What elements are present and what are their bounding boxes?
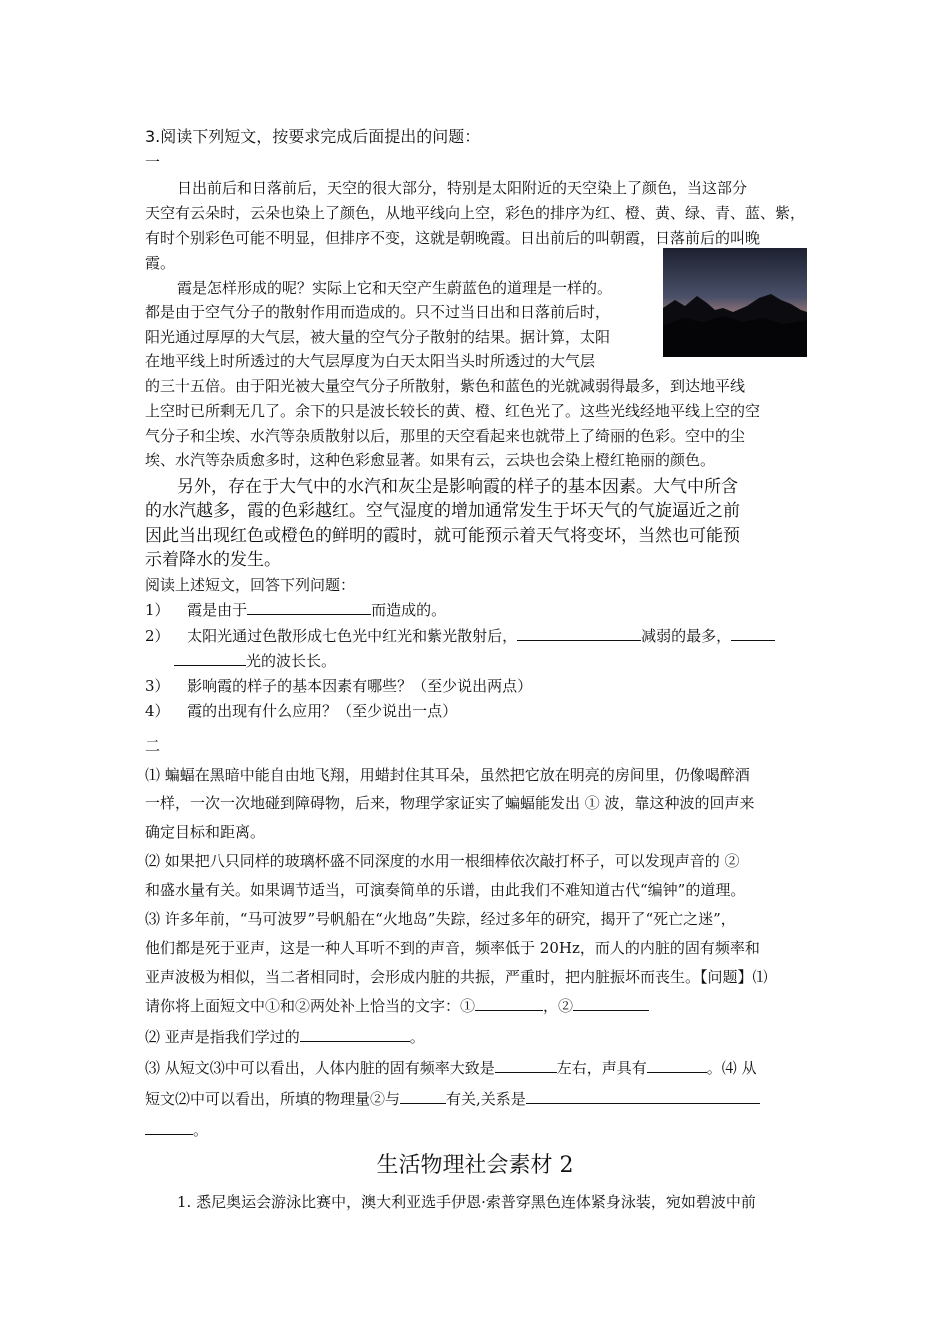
passage-line: 另外，存在于大气中的水汽和灰尘是影响霞的样子的基本因素。大气中所含 (177, 477, 738, 497)
fill-question-2 (145, 1027, 425, 1047)
passage-line: 他们都是死于亚声，这是一种人耳听不到的声音，频率低于 20Hz，而人的内脏的固有频率和 (145, 939, 760, 957)
question-text: 霞的出现有什么应用？（至少说出一点） (187, 702, 458, 720)
question-text: 而造成的。 (371, 601, 447, 619)
question-text: 太阳光通过色散形成七色光中红光和紫光散射后， (187, 627, 518, 645)
passage-line: 气分子和尘埃、水汽等杂质散射以后，那里的天空看起来也就带上了绮丽的色彩。空中的尘 (145, 427, 746, 445)
passage-line: 日出前后和日落前后，天空的很大部分，特别是太阳附近的天空染上了颜色，当这部分 (177, 179, 748, 197)
passage-line: ⑵ 如果把八只同样的玻璃杯盛不同深度的水用一根细棒依次敲打杯子，可以发现声音的 ② (145, 852, 740, 870)
passage-line: 的水汽越多，霞的色彩越红。空气湿度的增加通常发生于坏天气的气旋逼近之前 (145, 501, 740, 521)
question-text: 影响霞的样子的基本因素有哪些？（至少说出两点） (187, 677, 533, 695)
question-number: 1） (145, 601, 170, 619)
question-text: 请你将上面短文中①和②两处补上恰当的文字：① (145, 997, 476, 1015)
fill-question-4-continued (145, 1120, 208, 1140)
passage-line: 霞。 (145, 254, 176, 272)
passage-line: 和盛水量有关。如果调节适当，可演奏简单的乐谱，由此我们不难知道古代“编钟”的道理。 (145, 881, 746, 899)
question-text: 光的波长长。 (246, 652, 337, 670)
passage-line: 埃、水汽等杂质愈多时，这种色彩愈显著。如果有云，云块也会染上橙红艳丽的颜色。 (145, 451, 716, 469)
passage-line: 在地平线上时所透过的大气层厚度为白天太阳当头时所透过的大气层 (145, 352, 596, 370)
passage-line: ⑶ 许多年前，“马可波罗”号帆船在“火地岛”失踪，经过多年的研究，揭开了“死亡之迷”， (145, 910, 736, 928)
section-1-mark: 一 (145, 153, 161, 171)
passage-line: 的三十五倍。由于阳光被大量空气分子所散射，紫色和蓝色的光就减弱得最多，到达地平线 (145, 377, 746, 395)
passage-line: 一样，一次一次地碰到障碍物，后来，物理学家证实了蝙蝠能发出 ① 波，靠这种波的回声来 (145, 794, 755, 812)
answer-blank[interactable] (731, 626, 775, 641)
passage-line: 霞是怎样形成的呢？实际上它和天空产生蔚蓝色的道理是一样的。 (177, 279, 613, 297)
question-text: 。 (409, 1028, 425, 1046)
question-number: 2） (145, 627, 170, 645)
answer-blank[interactable] (573, 996, 649, 1011)
passage-line: 因此当出现红色或橙色的鲜明的霞时，就可能预示着天气将变坏，当然也可能预 (145, 526, 740, 546)
question-text: 左右，声具有 (556, 1059, 647, 1077)
section-2-mark: 二 (145, 737, 161, 755)
question-text: 霞是由于 (187, 601, 248, 619)
question-number: 4） (145, 702, 170, 720)
answer-blank[interactable] (495, 1058, 557, 1073)
question-2-continued (174, 651, 336, 671)
answer-blank[interactable] (300, 1027, 410, 1042)
question-3 (145, 676, 532, 696)
question-text: ⑶ 从短文⑶中可以看出，人体内脏的固有频率大致是 (145, 1059, 495, 1077)
passage-line: 阳光通过厚厚的大气层，被大量的空气分子散射的结果。据计算，太阳 (145, 328, 611, 346)
question-text: 。 (193, 1121, 209, 1139)
question-text: 短文⑵中可以看出，所填的物理量②与 (145, 1090, 401, 1108)
passage-line: 示着降水的发生。 (145, 550, 281, 570)
passage-line: 亚声波极为相似，当二者相同时，会形成内脏的共振，严重时，把内脏振坏而丧生。【问题】⑴ (145, 968, 768, 986)
passage-line: 确定目标和距离。 (145, 823, 266, 841)
passage-line: ⑴ 蝙蝠在黑暗中能自由地飞翔，用蜡封住其耳朵，虽然把它放在明亮的房间里，仍像喝醉酒 (145, 766, 750, 784)
answer-blank[interactable] (174, 651, 246, 666)
answer-blank[interactable] (247, 600, 371, 615)
passage-line: 有时个别彩色可能不明显，但排序不变，这就是朝晚霞。日出前后的叫朝霞，日落前后的叫晚 (145, 229, 761, 247)
answer-blank[interactable] (475, 996, 543, 1011)
sunset-photo (663, 248, 807, 357)
question-text: ，② (543, 997, 574, 1015)
answer-blank[interactable] (517, 626, 641, 641)
question-2 (145, 626, 775, 646)
answer-blank[interactable] (647, 1058, 707, 1073)
question-1 (145, 600, 446, 620)
passage-line: 上空时已所剩无几了。余下的只是波长较长的黄、橙、红色光了。这些光线经地平线上空的空 (145, 402, 761, 420)
question-3-heading: 3.阅读下列短文，按要求完成后面提出的问题： (145, 127, 481, 146)
fill-question-1 (145, 996, 649, 1016)
answer-blank[interactable] (526, 1089, 760, 1104)
fill-question-4 (145, 1089, 760, 1109)
passage-line: 都是由于空气分子的散射作用而造成的。只不过当日出和日落前后时， (145, 303, 611, 321)
passage-line: 天空有云朵时，云朵也染上了颜色，从地平线向上空，彩色的排序为红、橙、黄、绿、青、蓝、紫， (145, 204, 806, 222)
answer-blank[interactable] (400, 1089, 446, 1104)
question-number: 3） (145, 677, 170, 695)
question-text: ⑵ 亚声是指我们学过的 (145, 1028, 300, 1046)
question-text: 有关,关系是 (446, 1090, 526, 1108)
section-title: 生活物理社会素材 2 (376, 1153, 574, 1178)
questions-prompt: 阅读上述短文，回答下列问题： (145, 576, 356, 594)
fill-question-3 (145, 1058, 757, 1078)
question-4 (145, 701, 457, 721)
answer-blank[interactable] (145, 1120, 193, 1135)
question-text: 减弱的最多， (641, 627, 732, 645)
section-2-line-1: 1. 悉尼奥运会游泳比赛中，澳大利亚选手伊恩·索普穿黑色连体紧身泳装，宛如碧波中前 (177, 1193, 756, 1211)
question-text: 。⑷ 从 (706, 1059, 757, 1077)
